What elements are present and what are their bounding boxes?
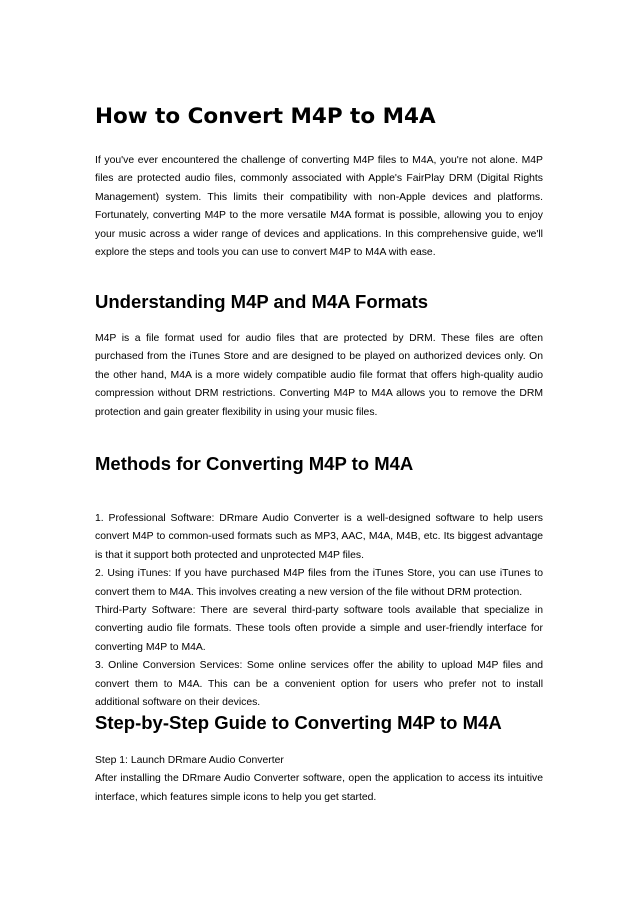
step-body: After installing the DRmare Audio Converter software, open the application to access its intuitive interface, which features simple icons to help you get started. xyxy=(95,773,543,803)
section-formats-heading-block xyxy=(95,290,543,314)
section-formats-body-block xyxy=(95,330,543,422)
intro-paragraph: If you've ever encountered the challenge of converting M4P files to M4A, you're not alone. M4P files are protected audio files, commonly associated with Apple's FairPlay DRM (Digital Rights Management) system. This limits their compatibility with non-Apple devices and platforms. Fortunately, converting M4P to the more versatile M4A format is possible, allowing you to enjoy your music across a wider range of devices and applications. In this comprehensive guide, we'll explore the steps and tools you can use to convert M4P to M4A with ease. xyxy=(95,155,543,259)
section-methods-heading-block xyxy=(95,452,543,476)
intro-block xyxy=(95,152,543,262)
method-item-third-party: Third-Party Software: There are several third-party software tools available that specialize in converting audio file formats. These tools often provide a simple and user-friendly interface for converting M4P to M4A. xyxy=(95,605,543,653)
methods-list xyxy=(95,510,543,712)
section-heading-methods: Methods for Converting M4P to M4A xyxy=(95,453,414,474)
section-heading-formats: Understanding M4P and M4A Formats xyxy=(95,291,429,312)
guide-step-block xyxy=(95,752,543,807)
section-heading-guide: Step-by-Step Guide to Converting M4P to M4A xyxy=(95,712,502,733)
method-item-itunes: 2. Using iTunes: If you have purchased M4P files from the iTunes Store, you can use iTunes to convert them to M4A. This involves creating a new version of the file without DRM protection. xyxy=(95,568,543,598)
method-item-professional: 1. Professional Software: DRmare Audio Converter is a well-designed software to help users convert M4P to common-used formats such as MP3, AAC, M4A, M4B, etc. Its biggest advantage is that it support both protected and unprotected M4P files. xyxy=(95,513,543,561)
article-title-block xyxy=(95,104,543,130)
method-item-online: 3. Online Conversion Services: Some online services offer the ability to upload M4P files and convert them to M4A. This can be a convenient option for users who prefer not to install additional software on their devices. xyxy=(95,660,543,709)
step-title: Step 1: Launch DRmare Audio Converter xyxy=(95,755,284,766)
formats-paragraph: M4P is a file format used for audio files that are protected by DRM. These files are often purchased from the iTunes Store and are designed to be played on authorized devices only. On the other hand, M4A is a more widely compatible audio file format that offers high-quality audio compression without DRM restrictions. Converting M4P to M4A allows you to remove the DRM protection and gain greater flexibility in using your music files. xyxy=(95,333,543,418)
page-title: How to Convert M4P to M4A xyxy=(95,104,436,129)
section-guide-heading-block xyxy=(95,711,543,735)
